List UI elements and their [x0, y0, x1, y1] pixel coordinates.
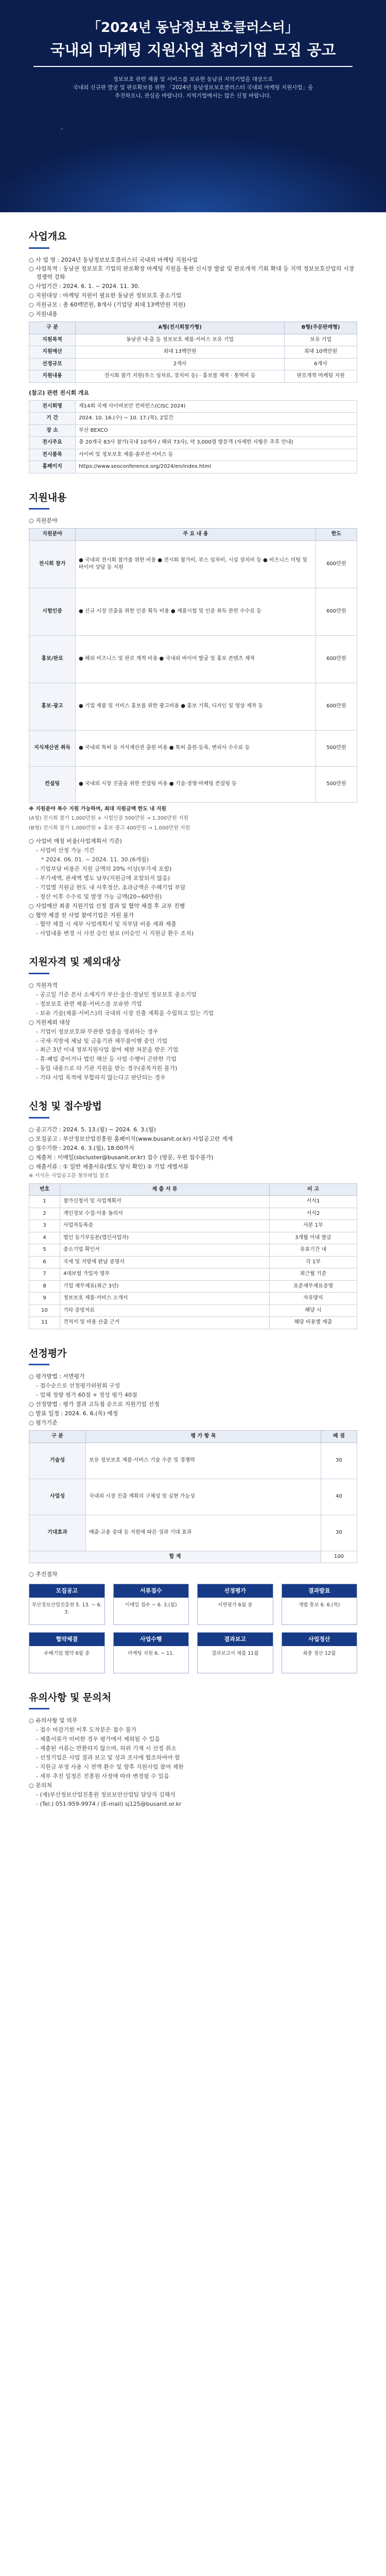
support-field-table [29, 528, 357, 803]
process-step [29, 1632, 105, 1673]
table-cell: 9 [29, 1293, 60, 1305]
eval-list [29, 1372, 357, 1427]
table-cell: 매출·고용 증대 등 지원에 따른 성과 기대 효과 [86, 1515, 321, 1551]
bullet-item: ○ 평가기준 [29, 1419, 58, 1427]
bullet-item: - 협약 체결 시 세부 사업계획서 및 자부담 비용 계좌 제출 [36, 921, 177, 928]
table-row [29, 449, 357, 461]
process-step-title: 선정평가 [198, 1584, 273, 1598]
bullet-item: - 기업부담 비용은 지원 금액의 20% 이상(부가세 포함) [36, 865, 172, 872]
bullet-item: ○ 발표 일정 : 2024. 6. 6.(목) 예정 [29, 1410, 118, 1417]
table-cell: 기타 증빙자료 [60, 1304, 270, 1317]
document-table [29, 1183, 357, 1329]
bullet-item: - 보유 기술(제품·서비스)의 국내외 시장 진출 계획을 수립하고 있는 기업 [36, 1009, 214, 1016]
table-row [29, 730, 357, 766]
table-cell: 5 [29, 1244, 60, 1257]
reference-label: (참고) 관련 전시회 개요 [29, 389, 90, 396]
support-title: 지원내용 [29, 491, 357, 510]
table-row [29, 540, 357, 588]
bullet-item: ○ 제출처 : 이메일(sbcluster@busanit.or.kr) 접수 (방문, 우편 접수불가) [29, 1154, 214, 1161]
hero-subtitle: 국내외 마케팅 지원사업 참여기업 모집 공고 [50, 41, 336, 59]
table-cell: 전시회 참가 [29, 540, 76, 588]
support-details [29, 837, 357, 938]
table-cell: 600만원 [316, 683, 357, 730]
table-row [29, 1232, 357, 1244]
table-row [29, 1479, 357, 1515]
table-row [29, 370, 357, 383]
bullet-item: ○ 협약 체결 전 사업 참여기업은 지원 불가 [29, 911, 134, 919]
process-step [197, 1584, 273, 1625]
support-type-table [29, 321, 357, 383]
table-row [29, 1515, 357, 1551]
table-row [29, 1293, 357, 1305]
table-header: B형(주문판매형) [285, 322, 357, 334]
support-section [0, 491, 386, 938]
bullet-item: - 사업내용 변경 시 사전 승인 필요 (미승인 시 지원금 환수 조치) [36, 930, 194, 937]
notice-list [29, 1717, 357, 1808]
table-row [29, 683, 357, 730]
bullet-item: - 기타 사업 목적에 부합하지 않는다고 판단되는 경우 [36, 1074, 166, 1081]
table-cell: ● 해외 비즈니스 및 판로 개척 비용 ● 국내외 바이어 발굴 및 홍보 콘텐츠 제작 [76, 635, 316, 683]
table-row [29, 461, 357, 473]
table-cell: 참가신청서 및 사업계획서 [60, 1196, 270, 1208]
bullet-item: - 정보보호 관련 제품·서비스를 보유한 기업 [36, 1000, 142, 1007]
bullet-item: ○ 선정방법 : 평가 결과 고득점 순으로 지원기업 선정 [29, 1401, 160, 1408]
table-cell: 서식2 [270, 1208, 357, 1220]
apply-title: 신청 및 접수방법 [29, 1099, 357, 1118]
apply-section [0, 1099, 386, 1329]
process-step-title: 결과발표 [282, 1584, 357, 1598]
table-cell: ● 국내외 특허 등 지식재산권 출원 비용 ● 특허 출원·등록, 변리사 수수료 등 [76, 730, 316, 766]
table-cell: 30 [321, 1515, 357, 1551]
table-row [29, 1220, 357, 1232]
hero-intro-1: 정보보호 관련 제품 및 서비스를 보유한 동남권 지역기업을 대상으로 [113, 76, 273, 82]
table-row [29, 334, 357, 346]
table-cell: 3 [29, 1220, 60, 1232]
overview-bullet: ○ 지원규모 : 총 60백만원, 8개사 (기업당 최대 13백만원 지원) [29, 301, 186, 309]
table-cell: 기술성 [29, 1443, 86, 1479]
table-cell: 11 [29, 1317, 60, 1329]
overview-title: 사업개요 [29, 230, 357, 249]
bullet-item: - 접수 마감기한 이후 도착분은 접수 불가 [36, 1726, 136, 1734]
process-step-title: 협약체결 [29, 1633, 104, 1646]
bullet-item: ○ 사업비 매칭 비율(사업계획서 기준) [29, 838, 122, 845]
process-step-body: 개별 통보 6. 6.(목) [299, 1602, 340, 1608]
table-header: 구 분 [29, 1431, 86, 1443]
flow-label: ○ 추진절차 [29, 1571, 58, 1578]
table-cell: 기업 재무제표(최근 3년) [60, 1280, 270, 1293]
table-cell: 지원목적 [29, 334, 76, 346]
table-cell: 홍보·광고 [29, 683, 76, 730]
table-header: 구 분 [29, 322, 76, 334]
table-cell: 3개월 이내 발급 [270, 1232, 357, 1244]
process-step-body: 수혜기업 협약 6월 중 [44, 1650, 90, 1656]
table-cell: 기대효과 [29, 1515, 86, 1551]
table-cell: 지원내용 [29, 370, 76, 383]
table-cell: 서식1 [270, 1196, 357, 1208]
process-step [29, 1584, 105, 1625]
process-step-body: 서면평가 6월 중 [218, 1602, 253, 1608]
table-header: 비 고 [270, 1183, 357, 1196]
table-cell: 10 [29, 1304, 60, 1317]
table-row [29, 400, 357, 413]
table-row [29, 1304, 357, 1317]
table-cell: 총 20개국 83사 참가(국내 10개사 / 해외 73사), 약 3,000명 방문객 (자세한 사항은 추후 안내) [76, 437, 357, 449]
table-cell: 동남권 내·출 등 정보보호 제품·서비스 보유 기업 [76, 334, 285, 346]
table-cell: 국내외 시장 진출 계획의 구체성 및 실현 가능성 [86, 1479, 321, 1515]
process-step-title: 사업정산 [282, 1633, 357, 1646]
bullet-item: ○ 유의사항 및 의무 [29, 1717, 78, 1724]
table-cell: 최근월 기준 [270, 1268, 357, 1281]
bullet-item: - 제출서류가 미비한 경우 평가에서 제외될 수 있음 [36, 1736, 160, 1743]
bullet-item: - 국세·지방세 체납 및 금융기관 채무불이행 중인 기업 [36, 1037, 168, 1044]
table-cell: 자유양식 [270, 1293, 357, 1305]
bullet-item: - 제출된 서류는 반환하지 않으며, 허위 기재 시 선정 취소 [36, 1745, 177, 1752]
table-cell: 사이버 및 정보보호 제품·솔루션·서비스 등 [76, 449, 357, 461]
support-note: ※ 지원분야 복수 지원 가능하며, 최대 지원금액 한도 내 지원 [29, 806, 167, 812]
table-header: 배 점 [321, 1431, 357, 1443]
table-row [29, 766, 357, 802]
table-row [29, 635, 357, 683]
table-cell: 사업자등록증 [60, 1220, 270, 1232]
overview-bullet: ○ 사업목적 : 동남권 정보보호 기업의 판로확장 마케팅 지원을 통한 신시장 발굴 및 판로개척 기회 확대 등 지역 정보보호산업의 시장경쟁력 강화 [29, 265, 355, 281]
table-cell: 선정규모 [29, 358, 76, 370]
hero-banner [0, 0, 386, 212]
table-cell: 정보보호 제품·서비스 소개서 [60, 1293, 270, 1305]
eligibility-title: 지원자격 및 제외대상 [29, 955, 357, 974]
table-cell: 전시회명 [29, 400, 76, 413]
table-row [29, 1196, 357, 1208]
table-row [29, 358, 357, 370]
table-cell: 합 계 [29, 1551, 321, 1563]
hero-divider [33, 66, 353, 67]
bullet-item: - 부가세액, 관세액 별도 납부(지원금에 포함되지 않음) [36, 874, 170, 882]
table-row [29, 1268, 357, 1281]
table-cell: 전시회 참가 지원(부스 임차료, 장치비 등) · 홍보물 제작 · 통역비 등 [76, 370, 285, 383]
table-row [29, 346, 357, 359]
process-step [113, 1632, 189, 1673]
table-cell: 40 [321, 1479, 357, 1515]
overview-bullet: ○ 지원대상 : 마케팅 지원이 필요한 동남권 정보보호 중소기업 [29, 292, 182, 299]
table-cell: 개인정보 수집·이용 동의서 [60, 1208, 270, 1220]
bullet-item: ○ 제출서류 : ① 일반 제출서류(별도 양식 확인) ② 기업 개별서류 [29, 1163, 189, 1170]
table-row [29, 437, 357, 449]
bullet-item: - 공고일 기준 본사 소재지가 부산·울산·경남인 정보보호 중소기업 [36, 991, 197, 998]
homepage-link[interactable]: https://www.seoconference.org/2024/en/index.html [76, 461, 357, 473]
overview-bullet: ○ 사 업 명 : 2024년 동남정보보호클러스터 국내외 마케팅 지원사업 [29, 256, 198, 263]
bullet-item: * 2024. 06. 01. ~ 2024. 11. 30.(6개월) [41, 856, 149, 863]
table-row [29, 1208, 357, 1220]
table-cell: 보유 정보보호 제품·서비스 기술 수준 및 경쟁력 [86, 1443, 321, 1479]
bullet-item: - (재)부산정보산업진흥원 정보보안산업팀 담당자 김해석 [36, 1791, 176, 1798]
eval-criteria-table [29, 1430, 357, 1563]
table-header: A형(전시회참가형) [76, 322, 285, 334]
table-row [29, 1244, 357, 1257]
exhibition-table [29, 400, 357, 473]
eval-section [0, 1347, 386, 1673]
overview-bullets [29, 256, 357, 319]
bullet-item: - 선정기업은 사업 결과 보고 및 성과 조사에 협조하여야 함 [36, 1754, 180, 1761]
process-step-body: 부산정보산업진흥원 5. 13. ~ 6. 3. [31, 1602, 102, 1615]
table-cell: 표준재무제표증명 [270, 1280, 357, 1293]
process-step-title: 모집공고 [29, 1584, 104, 1598]
table-cell: 지식재산권 취득 [29, 730, 76, 766]
overview-bullet: ○ 사업기간 : 2024. 6. 1. ~ 2024. 11. 30. [29, 283, 140, 290]
support-field-label: ○ 지원분야 [29, 517, 58, 524]
table-cell: 각 1부 [270, 1256, 357, 1268]
table-cell: 전시품목 [29, 449, 76, 461]
table-cell: 6개사 [285, 358, 357, 370]
table-cell: 8 [29, 1280, 60, 1293]
overview-section [0, 230, 386, 473]
table-cell: 장 소 [29, 425, 76, 437]
hero-intro-3: 추진하오니, 관심을 바랍니다. 지역기업에서는 많은 신청 바랍니다. [115, 93, 271, 99]
bullet-item: - 정산 이후 수수료 및 발생 가능 금액(20~60만원) [36, 893, 162, 900]
table-cell: 4 [29, 1232, 60, 1244]
table-cell: 부산 BEXCO [76, 425, 357, 437]
support-note: (A형) 전시회 참가 1,000만원 + 시험인증 500만원 → 1,300만원 지원 [29, 816, 189, 822]
table-cell: 1 [29, 1196, 60, 1208]
table-cell: 2 [29, 1208, 60, 1220]
table-cell: 최대 13백만원 [76, 346, 285, 359]
table-cell: 2개사 [76, 358, 285, 370]
table-cell: 4대보험 가입자 명부 [60, 1268, 270, 1281]
table-cell: 기 간 [29, 413, 76, 425]
table-cell: ● 기업 제품 및 서비스 홍보를 위한 광고비용 ● 홍보 기획, 디자인 및 영상 제작 등 [76, 683, 316, 730]
table-row [29, 1256, 357, 1268]
table-row [29, 1443, 357, 1479]
table-header: 번호 [29, 1183, 60, 1196]
table-cell: 600만원 [316, 540, 357, 588]
process-flow [29, 1584, 357, 1673]
process-step-body: 마케팅 지원 6. ~ 11. [128, 1650, 174, 1656]
bullet-item: - 기업이 정보보호와 무관한 업종을 영위하는 경우 [36, 1028, 159, 1035]
table-row [29, 588, 357, 635]
table-cell: 해당 비용별 제출 [270, 1317, 357, 1329]
bullet-item: - 동일 내용으로 타 기관 지원을 받는 경우(중복지원 불가) [36, 1065, 178, 1072]
table-cell: 500만원 [316, 730, 357, 766]
table-header: 제 출 서 류 [60, 1183, 270, 1196]
bullet-item: ○ 지원자격 [29, 981, 58, 989]
support-note: (B형) 전시회 참가 1,000만원 + 홍보·광고 400만원 → 1,000만원 지원 [29, 825, 190, 831]
bullet-item: ○ 접수기한 : 2024. 6. 3.(월), 18:00까지 [29, 1144, 134, 1151]
bullet-item: ○ 문의처 [29, 1782, 52, 1789]
table-cell: 30 [321, 1443, 357, 1479]
table-row [29, 1317, 357, 1329]
table-cell: 컨설팅 [29, 766, 76, 802]
bullet-item: - 사업비 산정 가능 기간 [36, 846, 95, 854]
table-cell: 보유 기업 [285, 334, 357, 346]
process-step-body: 최종 정산 12월 [303, 1650, 336, 1656]
notice-section [0, 1691, 386, 1808]
table-cell: 견적서 및 비용 산출 근거 [60, 1317, 270, 1329]
hero-title: 「2024년 동남정보보호클러스터」 [87, 20, 299, 36]
process-step [197, 1632, 273, 1673]
table-cell: 판로개척 마케팅 지원 [285, 370, 357, 383]
eval-title: 선정평가 [29, 1347, 357, 1366]
table-cell: ● 국내외 시장 진출을 위한 컨설팅 비용 ● 기술·경영·마케팅 컨설팅 등 [76, 766, 316, 802]
table-cell: 6 [29, 1256, 60, 1268]
process-step [113, 1584, 189, 1625]
table-header: 한도 [316, 529, 357, 541]
bullet-item: ○ 모집공고 : 부산정보산업진흥원 홈페이지(www.busanit.or.kr) 사업공고란 게재 [29, 1135, 233, 1142]
table-cell: 해당 시 [270, 1304, 357, 1317]
table-header: 지원분야 [29, 529, 76, 541]
table-cell: 유효기간 내 [270, 1244, 357, 1257]
table-cell: 제14회 국제 사이버보안 컨퍼런스(CISC 2024) [76, 400, 357, 413]
notice-title: 유의사항 및 문의처 [29, 1691, 357, 1710]
process-step-body: 결과보고서 제출 11월 [211, 1650, 259, 1656]
table-total-row [29, 1551, 357, 1563]
table-cell: 법인 등기부등본(법인사업자) [60, 1232, 270, 1244]
bullet-item: ○ 지원제외 대상 [29, 1019, 71, 1026]
apply-table-note: ※ 서식은 사업공고문 첨부파일 참조 [29, 1173, 110, 1179]
bullet-item: - (Tel.) 051-959-9974 / (E-mail) sj125@busanit.or.kr [36, 1800, 182, 1807]
bullet-item: - 휴·폐업 중이거나 법인 해산 등 사업 수행이 곤란한 기업 [36, 1056, 177, 1063]
table-cell: ● 국내외 전시회 참가를 위한 비용 ● 전시회 참가비, 부스 임차비, 시설 장치비 등 ● 비즈니스 미팅 및 바이어 상담 등 지원 [76, 540, 316, 588]
bullet-item: ○ 사업예산 최종 지원기업 선정 결과 및 협약 체결 후 교부 진행 [29, 902, 185, 909]
table-cell: 홍보/판로 [29, 635, 76, 683]
hero-glow [0, 130, 386, 212]
table-cell: 전시주요 [29, 437, 76, 449]
hero-intro-2: 국내외 신규판 발굴 및 판로확보를 위한 「2024년 동남정보보호클러스터 국내외 마케팅 지원사업」을 [73, 84, 313, 91]
apply-list [29, 1126, 357, 1171]
process-step-title: 결과보고 [198, 1633, 273, 1646]
process-step-title: 사업수행 [114, 1633, 189, 1646]
bullet-item: - 기업별 지원금 한도 내 사후정산, 초과금액은 수혜기업 부담 [36, 884, 186, 891]
table-cell: 사본 1부 [270, 1220, 357, 1232]
overview-bullet: ○ 지원내용 [29, 311, 58, 318]
bullet-item: - 세부 추진 일정은 진흥원 사정에 따라 변경될 수 있음 [36, 1773, 169, 1780]
table-cell: 중소기업 확인서 [60, 1244, 270, 1257]
process-step [282, 1632, 358, 1673]
process-step-title: 서류접수 [114, 1584, 189, 1598]
table-cell: 홈페이지 [29, 461, 76, 473]
table-cell: 2024. 10. 16.(수) ~ 10. 17.(목), 2일간 [76, 413, 357, 425]
table-cell: 국세 및 지방세 완납 증명서 [60, 1256, 270, 1268]
table-row [29, 1280, 357, 1293]
table-row [29, 425, 357, 437]
table-cell: 500만원 [316, 766, 357, 802]
bullet-item: ○ 공고기간 : 2024. 5. 13.(월) ~ 2024. 6. 3.(월) [29, 1126, 156, 1133]
bullet-item: - 지원금 부정 사용 시 전액 환수 및 향후 지원사업 참여 제한 [36, 1764, 184, 1771]
table-header: 평 가 항 목 [86, 1431, 321, 1443]
table-cell: 지원예산 [29, 346, 76, 359]
table-row [29, 413, 357, 425]
table-cell: ● 신규 시장 진출을 위한 인증 획득 비용 ● 제품시험 및 인증 취득 관련 수수료 등 [76, 588, 316, 635]
process-step-body: 이메일 접수 ~ 6. 3.(월) [125, 1602, 177, 1608]
table-cell: 최대 10백만원 [285, 346, 357, 359]
bullet-item: - 업체 정량 평가 60점 + 정성 평가 40점 [36, 1392, 137, 1399]
eligibility-section [0, 955, 386, 1082]
process-step [282, 1584, 358, 1625]
table-cell: 시험인증 [29, 588, 76, 635]
table-cell: 600만원 [316, 588, 357, 635]
bullet-item: - 접수순으로 선정평가위원회 구성 [36, 1382, 120, 1389]
bullet-item: ○ 평가방법 : 서면평가 [29, 1373, 85, 1380]
bullet-item: - 최근 3년 이내 정부지원사업 참여 제한 처분을 받은 기업 [36, 1046, 179, 1054]
table-cell: 사업성 [29, 1479, 86, 1515]
table-cell: 600만원 [316, 635, 357, 683]
table-cell: 100 [321, 1551, 357, 1563]
table-header: 주 요 내 용 [76, 529, 316, 541]
eligibility-list [29, 981, 357, 1082]
table-cell: 7 [29, 1268, 60, 1281]
